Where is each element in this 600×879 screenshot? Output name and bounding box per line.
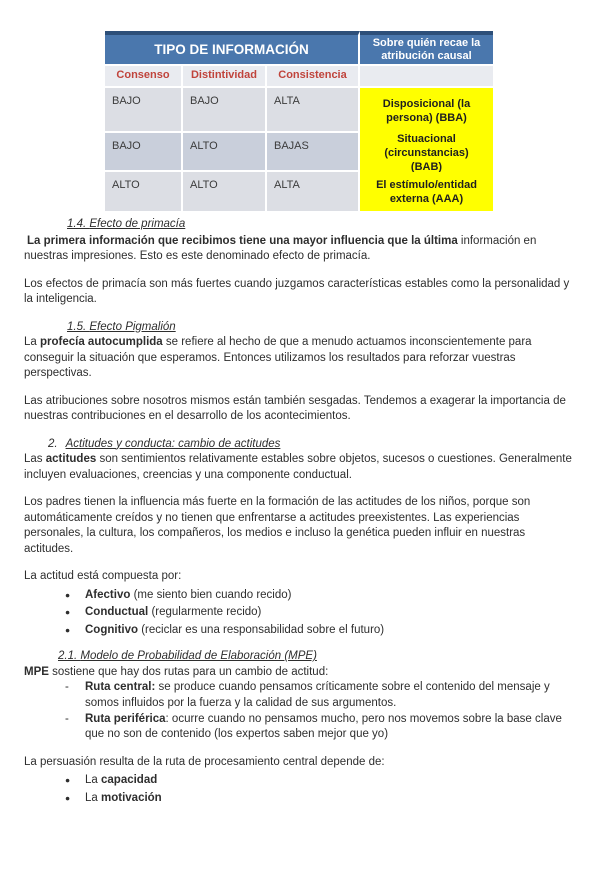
section-heading-1-4 bbox=[67, 217, 576, 233]
paragraph-primacia-2: Los efectos de primacía son más fuertes cuando juzgamos características estables como la personalidad y la inteligencia. bbox=[24, 277, 570, 305]
list-item: ● Afectivo (me siento bien cuando recido) bbox=[24, 587, 576, 605]
attribution-result-cell: El estímulo/entidad externa (AAA) bbox=[360, 172, 493, 211]
section-heading-2-1 bbox=[58, 649, 576, 665]
bullet-icon: ● bbox=[65, 589, 71, 600]
table-cell: BAJO bbox=[105, 133, 183, 172]
section-number: 2.1. bbox=[58, 650, 81, 662]
section-heading-1-5 bbox=[67, 320, 576, 336]
list-item: ● Cognitivo (reciclar es una responsabilidad sobre el futuro) bbox=[24, 622, 576, 640]
table-title: TIPO DE INFORMACIÓN bbox=[105, 31, 360, 66]
list-item: ● La motivación bbox=[24, 790, 576, 808]
table-cell: ALTA bbox=[267, 88, 360, 133]
section-title: Modelo de Probabilidad de Elaboración (MPE) bbox=[80, 650, 317, 662]
table-cell: ALTO bbox=[105, 172, 183, 211]
column-header-consenso: Consenso bbox=[105, 66, 183, 88]
section-title: Actitudes y conducta: cambio de actitudes bbox=[65, 437, 281, 450]
table-cell: ALTO bbox=[183, 172, 267, 211]
list-item: - Ruta central: se produce cuando pensamos críticamente sobre el contenido del mensaje y somos influidos por la fuerza y la calidad de sus argumentos. bbox=[24, 680, 576, 711]
bullet-icon: ● bbox=[65, 775, 71, 785]
column-header-consistencia: Consistencia bbox=[267, 66, 360, 88]
table-cell: BAJAS bbox=[267, 133, 360, 172]
paragraph-compuesta: La actitud está compuesta por: bbox=[24, 570, 182, 582]
bullet-icon: ● bbox=[65, 607, 71, 617]
paragraph-actitudes-1: Las actitudes son sentimientos relativamente estables sobre objetos, sucesos o cuestiones. Generalmente incluyen evaluaciones, creencias y una componente conductual. bbox=[24, 453, 572, 481]
dash-icon: - bbox=[65, 681, 69, 693]
column-header-empty bbox=[360, 66, 493, 88]
table-cell: BAJO bbox=[105, 88, 183, 133]
table-cell: BAJO bbox=[183, 88, 267, 133]
paragraph-mpe: MPE sostiene que hay dos rutas para un cambio de actitud: bbox=[24, 665, 329, 678]
paragraph-primacia-1: La primera información que recibimos tiene una mayor influencia que la última información en nuestras impresiones. Esto es este denominado efecto de primacía. bbox=[24, 234, 537, 262]
components-list bbox=[24, 587, 576, 640]
section-number: 1.5. bbox=[67, 320, 90, 333]
section-heading-2 bbox=[48, 437, 576, 453]
list-item: - Ruta periférica: ocurre cuando no pensamos mucho, pero nos movemos sobre la base clave que no son de contenido (los expertos saben mejor que yo) bbox=[24, 712, 576, 743]
section-number: 2. bbox=[48, 437, 58, 450]
dash-icon: - bbox=[65, 712, 69, 725]
document-page bbox=[0, 31, 600, 879]
attribution-result-cell: Disposicional (la persona) (BBA) bbox=[360, 88, 493, 133]
paragraph-persuasion: La persuasión resulta de la ruta de procesamiento central depende de: bbox=[24, 755, 385, 768]
table-cell: ALTA bbox=[267, 172, 360, 211]
table-cell: ALTO bbox=[183, 133, 267, 172]
list-item: ● Conductual (regularmente recido) bbox=[24, 604, 576, 622]
list-item: ● La capacidad bbox=[24, 772, 576, 790]
attribution-result-cell: Situacional (circunstancias) (BAB) bbox=[360, 133, 493, 172]
section-title: Efecto Pigmalión bbox=[89, 320, 176, 333]
paragraph-pigmalion-1: La profecía autocumplida se refiere al hecho de que a menudo actuamos inconscientemente para conseguir la situación que esperamos. Entonces utilizamos los resultados para reforzar vuestras perspectivas. bbox=[24, 336, 532, 379]
attribution-table bbox=[105, 31, 493, 211]
paragraph-pigmalion-2: Las atribuciones sobre nosotros mismos están también sesgadas. Tendemos a exagerar la importancia de nuestras contribuciones en el desarrollo de los acontecimientos. bbox=[24, 394, 566, 422]
section-number: 1.4. bbox=[67, 218, 90, 230]
section-title: Efecto de primacía bbox=[89, 218, 186, 230]
persuasion-list bbox=[24, 772, 576, 807]
column-header-distintividad: Distintividad bbox=[183, 66, 267, 88]
bullet-icon: ● bbox=[65, 792, 71, 803]
routes-list bbox=[24, 680, 576, 743]
paragraph-actitudes-2: Los padres tienen la influencia más fuerte en la formación de las actitudes de los niños, porque son automáticamente creídos y no tienen que enfrentarse a actitudes preexistentes. Las experiencias personales, la cultura, los compañeros, los medios e incluso la genética pueden influir en nuestras actitudes. bbox=[24, 496, 531, 555]
table-right-header: Sobre quién recae la atribución causal bbox=[360, 31, 493, 66]
bullet-icon: ● bbox=[65, 624, 71, 635]
